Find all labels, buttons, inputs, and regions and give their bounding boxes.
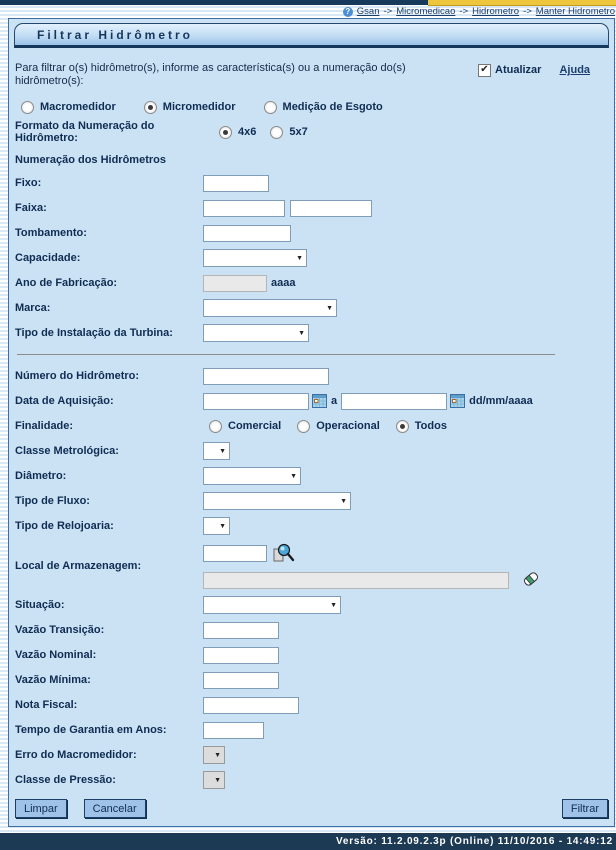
vazao-minima-input[interactable] [203,672,279,689]
finalidade-row [15,417,606,435]
calendar-icon[interactable] [450,394,465,408]
faixa-row [15,199,606,217]
intro-row [15,62,606,88]
numero-hidrometro-row [15,367,606,385]
vazao-nominal-row [15,646,606,664]
vazao-nominal-input[interactable] [203,647,279,664]
breadcrumb-micromedicao[interactable]: Micromedicao [396,6,456,17]
data-aquisicao-format-hint: dd/mm/aaaa [469,395,533,407]
chevron-down-icon: ▼ [298,330,305,337]
erro-macromedidor-label: Erro do Macromedidor: [15,749,137,761]
breadcrumb-hidrometro[interactable]: Hidrometro [472,6,520,17]
search-icon[interactable] [271,542,295,565]
chevron-down-icon: ▼ [214,752,221,759]
eraser-icon[interactable] [521,569,542,589]
tipo-fluxo-row [15,492,606,510]
diametro-label: Diâmetro: [15,470,67,482]
version-bar [0,833,616,850]
situacao-select[interactable] [203,596,341,614]
capacidade-select[interactable] [203,249,307,267]
formato-row [15,120,606,144]
tipo-instalacao-turbina-label: Tipo de Instalação da Turbina: [15,327,173,339]
vazao-minima-row [15,671,606,689]
intro-text: Para filtrar o(s) hidrômetro(s), informe as característica(s) ou a numeração do(s) hidrômetro(s): [15,62,406,87]
finalidade-comercial-radio[interactable] [209,420,222,433]
situacao-label: Situação: [15,599,65,611]
tipo-instalacao-turbina-row [15,324,606,342]
calendar-icon[interactable] [312,394,327,408]
fixo-row [15,174,606,192]
vazao-transicao-input[interactable] [203,622,279,639]
nota-fiscal-row [15,696,606,714]
data-aquisicao-from-input[interactable] [203,393,309,410]
tempo-garantia-input[interactable] [203,722,264,739]
capacidade-label: Capacidade: [15,252,81,264]
finalidade-todos-label: Todos [414,420,447,432]
data-aquisicao-label: Data de Aquisição: [15,395,114,407]
data-aquisicao-separator: a [331,395,338,407]
finalidade-todos-radio[interactable] [396,420,409,433]
vazao-minima-label: Vazão Mínima: [15,674,91,686]
numeracao-section-header: Numeração dos Hidrômetros [15,154,166,166]
breadcrumb-separator: -> [383,6,393,17]
macromedidor-radio[interactable] [21,101,34,114]
formato-4x6-radio[interactable] [219,126,232,139]
macromedidor-label: Macromedidor [40,101,116,113]
finalidade-operacional-label: Operacional [316,420,380,432]
local-armazenagem-label: Local de Armazenagem: [15,559,142,572]
situacao-row [15,596,606,614]
tempo-garantia-label: Tempo de Garantia em Anos: [15,724,167,736]
faixa-to-input[interactable] [290,200,372,217]
breadcrumb-manter-hidrometro[interactable]: Manter Hidrometro [535,6,615,17]
vazao-transicao-row [15,621,606,639]
diametro-select[interactable] [203,467,301,485]
chevron-down-icon: ▼ [219,523,226,530]
classe-pressao-label: Classe de Pressão: [15,774,116,786]
tombamento-row [15,224,606,242]
tombamento-label: Tombamento: [15,227,87,239]
local-armazenagem-row [15,542,606,589]
filtrar-button[interactable]: Filtrar [562,799,608,818]
vazao-nominal-label: Vazão Nominal: [15,649,97,661]
breadcrumb [0,5,616,18]
finalidade-operacional-radio[interactable] [297,420,310,433]
classe-pressao-row [15,771,606,789]
tempo-garantia-row [15,721,606,739]
marca-select[interactable] [203,299,337,317]
breadcrumb-gsan[interactable]: Gsan [356,6,380,17]
page-title: Filtrar Hidrômetro [14,23,609,48]
breadcrumb-separator: -> [459,6,469,17]
chevron-down-icon: ▼ [296,255,303,262]
local-armazenagem-descricao-input [203,572,509,589]
classe-pressao-select[interactable] [203,771,225,789]
finalidade-comercial-label: Comercial [228,420,282,432]
tombamento-input[interactable] [203,225,291,242]
micromedidor-label: Micromedidor [162,101,236,113]
numero-hidrometro-label: Número do Hidrômetro: [15,370,140,382]
micromedidor-radio[interactable] [144,101,157,114]
vazao-transicao-label: Vazão Transição: [15,624,105,636]
version-text: Versão: 11.2.09.2.3p (Online) 11/10/2016 - 14:49:12 [335,836,613,847]
chevron-down-icon: ▼ [330,602,337,609]
cancelar-button[interactable]: Cancelar [84,799,146,818]
ano-fabricacao-row [15,274,606,292]
tipo-fluxo-select[interactable] [203,492,351,510]
medicao-esgoto-radio[interactable] [264,101,277,114]
ano-fabricacao-hint: aaaa [271,277,296,289]
ano-fabricacao-input [203,275,267,292]
tipo-instalacao-turbina-select[interactable] [203,324,309,342]
fixo-input[interactable] [203,175,269,192]
classe-metrologica-row [15,442,606,460]
medidor-type-row [15,98,606,116]
tipo-relojoaria-select[interactable] [203,517,230,535]
nota-fiscal-label: Nota Fiscal: [15,699,78,711]
nota-fiscal-input[interactable] [203,697,299,714]
limpar-button[interactable]: Limpar [15,799,67,818]
tipo-relojoaria-row [15,517,606,535]
formato-5x7-radio[interactable] [270,126,283,139]
numero-hidrometro-input[interactable] [203,368,329,385]
faixa-from-input[interactable] [203,200,285,217]
atualizar-checkbox[interactable]: ✔ [478,64,491,77]
chevron-down-icon: ▼ [214,777,221,784]
capacidade-row [15,249,606,267]
erro-macromedidor-row [15,746,606,764]
fixo-label: Fixo: [15,177,42,189]
diametro-row [15,467,606,485]
chevron-down-icon: ▼ [290,473,297,480]
tipo-relojoaria-label: Tipo de Relojoaria: [15,520,114,532]
formato-5x7-label: 5x7 [289,126,308,138]
chevron-down-icon: ▼ [219,448,226,455]
data-aquisicao-to-input[interactable] [341,393,447,410]
divider [17,354,555,355]
top-bar [0,0,616,5]
ano-fabricacao-label: Ano de Fabricação: [15,277,118,289]
classe-metrologica-label: Classe Metrológica: [15,445,119,457]
chevron-down-icon: ▼ [340,498,347,505]
filter-panel [8,18,615,827]
classe-metrologica-select[interactable] [203,442,230,460]
top-bar-yellow-strip [428,0,616,6]
ajuda-link[interactable]: Ajuda [559,64,591,76]
marca-label: Marca: [15,302,51,314]
breadcrumb-separator: -> [523,6,532,17]
finalidade-label: Finalidade: [15,420,74,432]
data-aquisicao-row [15,392,606,410]
faixa-label: Faixa: [15,202,47,214]
local-armazenagem-code-input[interactable] [203,545,267,562]
formato-label: Formato da Numeração do Hidrômetro: [15,120,155,144]
marca-row [15,299,606,317]
tipo-fluxo-label: Tipo de Fluxo: [15,495,90,507]
atualizar-label: Atualizar [495,64,542,76]
chevron-down-icon: ▼ [326,305,333,312]
help-icon[interactable]: ? [343,7,353,17]
button-row [15,799,608,818]
formato-4x6-label: 4x6 [238,126,257,138]
erro-macromedidor-select[interactable] [203,746,225,764]
medicao-esgoto-label: Medição de Esgoto [282,101,383,113]
